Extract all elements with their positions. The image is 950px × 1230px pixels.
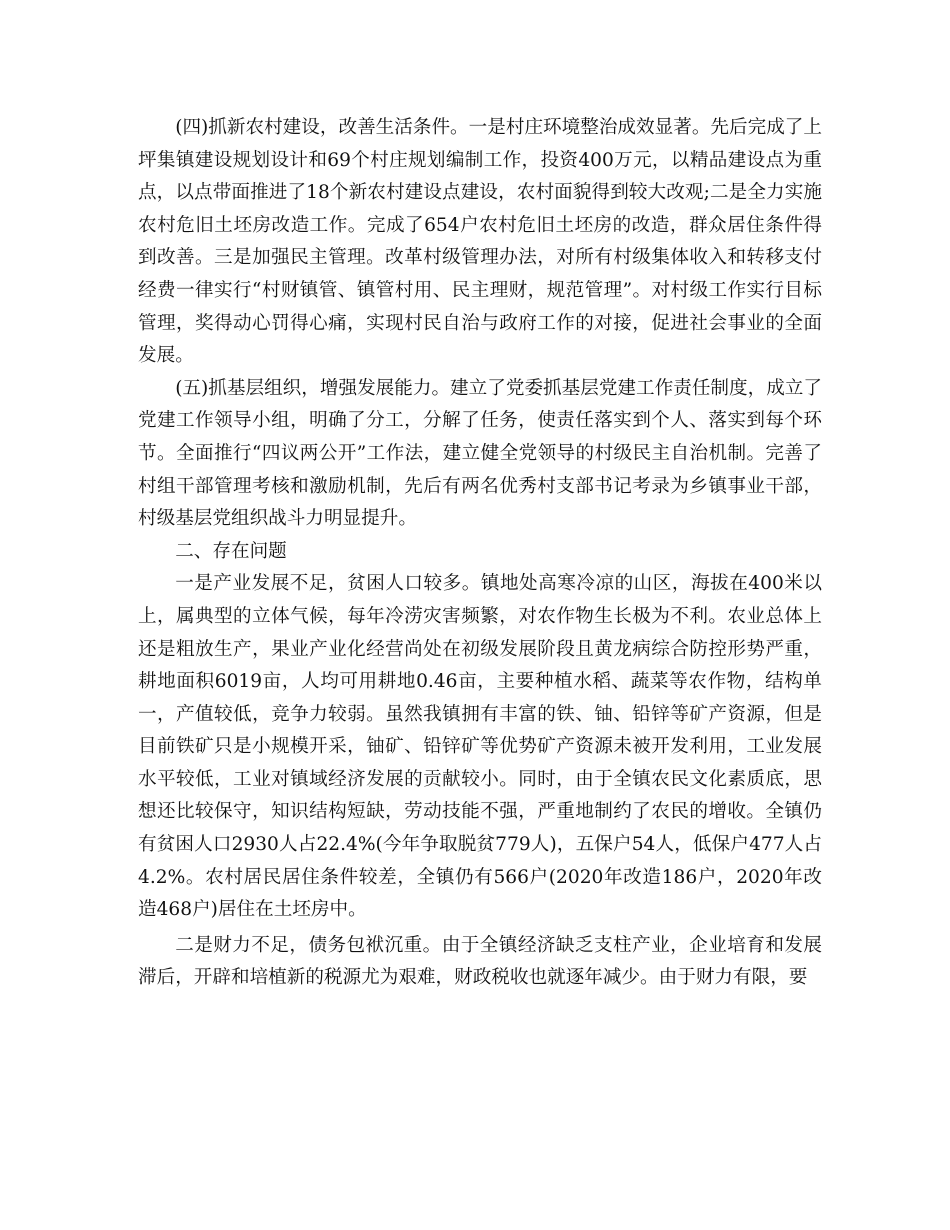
paragraph-industry-poverty: 一是产业发展不足，贫困人口较多。镇地处高寒冷凉的山区，海拔在400米以上，属典型的立体气候，每年冷涝灾害频繁，对农作物生长极为不利。农业总体上还是粗放生产，果业产业化经营尚处在初级发展阶段且黄龙病综合防控形势严重，耕地面积6019亩，人均可用耕地0.46亩，主要种植水稻、蔬菜等农作物，结构单一，产值较低，竞争力较弱。虽然我镇拥有丰富的铁、铀、铅锌等矿产资源，但是目前铁矿只是小规模开采，铀矿、铅锌矿等优势矿产资源未被开发利用，工业发展水平较低，工业对镇域经济发展的贡献较小。同时，由于全镇农民文化素质底，思想还比较保守，知识结构短缺，劳动技能不强，严重地制约了农民的增收。全镇仍有贫困人口2930人占22.4%(今年争取脱贫779人)，五保户54人，低保户477人占4.2%。农村居民居住条件较差，全镇仍有566户(2020年改造186户，2020年改造468户)居住在土坯房中。 [138,573,822,921]
section-heading-existing-problems: 二、存在问题 [175,540,287,562]
paragraph-grassroots-organization: (五)抓基层组织，增强发展能力。建立了党委抓基层党建工作责任制度，成立了党建工作领导小组，明确了分工，分解了任务，使责任落实到个人、落实到每个环节。全面推行“四议两公开”工作法，建立健全党领导的村级民主自治机制。完善了村组干部管理考核和激励机制，先后有两名优秀村支部书记考录为乡镇事业干部，村级基层党组织战斗力明显提升。 [138,377,822,530]
paragraph-finance-debt: 二是财力不足，债务包袱沉重。由于全镇经济缺乏支柱产业，企业培育和发展滞后，开辟和培植新的税源尤为艰难，财政税收也就逐年减少。由于财力有限，要 [138,934,822,989]
document-body [138,112,822,995]
paragraph-rural-construction: (四)抓新农村建设，改善生活条件。一是村庄环境整治成效显著。先后完成了上坪集镇建设规划设计和69个村庄规划编制工作，投资400万元，以精品建设点为重点，以点带面推进了18个新农村建设点建设，农村面貌得到较大改观;二是全力实施农村危旧土坯房改造工作。完成了654户农村危旧土坯房的改造，群众居住条件得到改善。三是加强民主管理。改革村级管理办法，对所有村级集体收入和转移支付经费一律实行“村财镇管、镇管村用、民主理财，规范管理”。对村级工作实行目标管理，奖得动心罚得心痛，实现村民自治与政府工作的对接，促进社会事业的全面发展。 [138,117,822,367]
